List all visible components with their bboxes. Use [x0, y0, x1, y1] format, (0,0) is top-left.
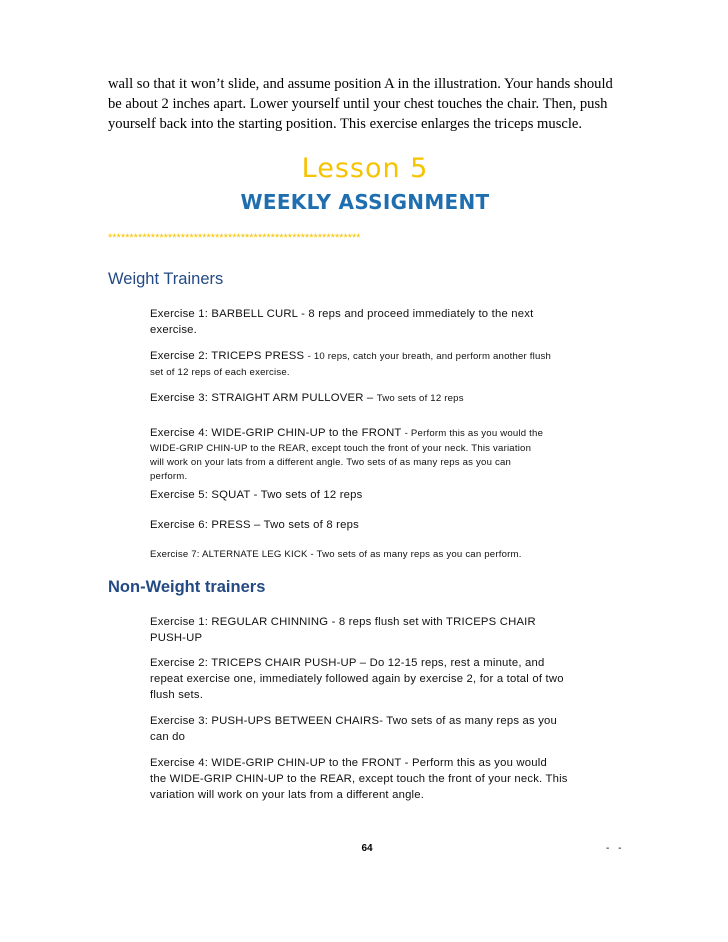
intro-line: wall so that it won’t slide, and assume position A in the illustration. Your hands should	[108, 76, 613, 92]
weight-exercise-1: Exercise 1: BARBELL CURL - 8 reps and proceed immediately to the next exercise.	[150, 308, 534, 336]
weight-exercise-2: Exercise 2: TRICEPS PRESS - 10 reps, catch your breath, and perform another flush set of 12 reps of each exercise.	[150, 350, 552, 378]
footer-dashes: - -	[606, 843, 625, 854]
lesson-title: Lesson 5	[301, 153, 429, 184]
non-weight-exercise-3: Exercise 3: PUSH-UPS BETWEEN CHAIRS- Two sets of as many reps as you can do	[150, 715, 558, 743]
intro-paragraph	[108, 74, 628, 134]
non-weight-exercise-4: Exercise 4: WIDE-GRIP CHIN-UP to the FRONT - Perform this as you would the WIDE-GRIP CHIN-UP to the REAR, except touch the front of your neck. This variation will work on your lats from a different angle.	[150, 757, 568, 801]
weight-exercise-3: Exercise 3: STRAIGHT ARM PULLOVER – Two sets of 12 reps	[150, 392, 464, 404]
weight-exercise-6: Exercise 6: PRESS – Two sets of 8 reps	[150, 519, 359, 531]
intro-line: yourself back into the starting position. This exercise enlarges the triceps muscle.	[108, 116, 583, 132]
non-weight-exercise-1: Exercise 1: REGULAR CHINNING - 8 reps flush set with TRICEPS CHAIR PUSH-UP	[150, 616, 536, 644]
page-number: 64	[361, 843, 373, 854]
weight-trainers-heading: Weight Trainers	[108, 270, 224, 288]
weekly-assignment-title: WEEKLY ASSIGNMENT	[240, 190, 490, 214]
weight-exercise-5: Exercise 5: SQUAT - Two sets of 12 reps	[150, 489, 363, 501]
star-divider: ***********************************************************	[108, 232, 361, 244]
weight-exercise-7: Exercise 7: ALTERNATE LEG KICK - Two sets of as many reps as you can perform.	[150, 549, 522, 560]
non-weight-exercise-2: Exercise 2: TRICEPS CHAIR PUSH-UP – Do 12-15 reps, rest a minute, and repeat exercise one, immediately followed again by exercise 2, for a total of two flush sets.	[150, 657, 564, 701]
non-weight-trainers-heading: Non-Weight trainers	[108, 578, 266, 596]
weight-exercise-4: Exercise 4: WIDE-GRIP CHIN-UP to the FRONT - Perform this as you would the WIDE-GRIP CHIN-UP to the REAR, except touch the front of your neck. This variation will work on your lats from a different angle. Two sets of as many reps as you can perform.	[150, 427, 544, 482]
intro-line: be about 2 inches apart. Lower yourself until your chest touches the chair. Then, push	[108, 96, 608, 112]
